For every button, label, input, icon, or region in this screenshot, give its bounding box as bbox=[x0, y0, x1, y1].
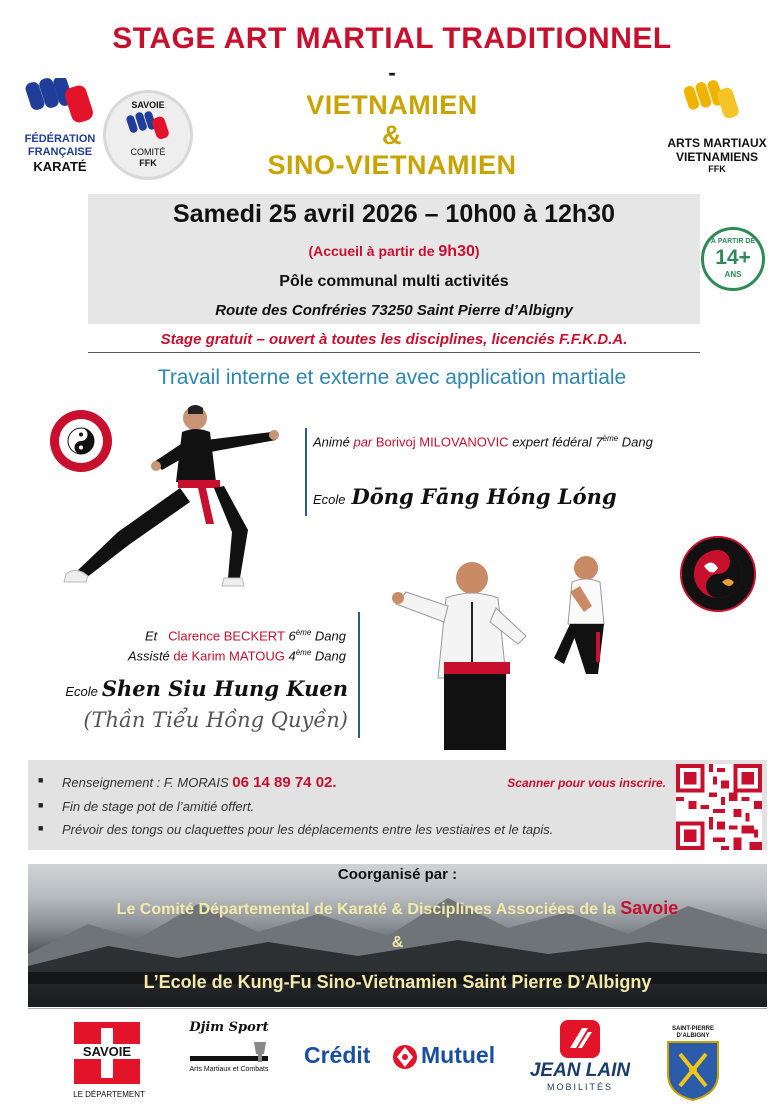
coorganise-amp: & bbox=[391, 934, 404, 951]
bottom-divider bbox=[28, 1008, 767, 1009]
savoie-comite-logo bbox=[103, 90, 193, 180]
instructor2-school-vn: (Thần Tiểu Hồng Quyền) bbox=[83, 708, 348, 732]
age-badge-bot: ANS bbox=[724, 270, 742, 279]
instructor2-sup1: ème bbox=[295, 628, 312, 637]
qr-code-icon[interactable] bbox=[676, 764, 762, 850]
sponsor-saint-pierre-name: SAINT-PIERRE D’ALBIGNY bbox=[671, 1026, 714, 1039]
master1-photo bbox=[58, 402, 290, 590]
instructor2-line2 bbox=[128, 644, 346, 664]
instructor1-school: Dōng Fāng Hóng Lóng bbox=[351, 484, 617, 509]
info-item bbox=[38, 774, 553, 791]
instructor1-line bbox=[313, 434, 653, 449]
accueil-pre: (Accueil à partir de bbox=[308, 243, 439, 259]
info-item-text: Prévoir des tongs ou claquettes pour les déplacements entre les vestiaires et le tapis. bbox=[62, 822, 554, 837]
venue-name: Pôle communal multi activités bbox=[279, 273, 509, 290]
savoie-comite-bot: FFK bbox=[139, 158, 157, 168]
coorganise-line1-text: Le Comité Départemental de Karaté & Disciplines Associées de la bbox=[116, 901, 621, 918]
age-badge-num: 14+ bbox=[715, 246, 751, 269]
sponsor-djim-name: Djim Sport bbox=[189, 1020, 269, 1035]
instructor1-sup: ème bbox=[602, 434, 619, 443]
accueil-text bbox=[88, 243, 700, 261]
info-panel bbox=[28, 760, 767, 850]
instructor2-ecole bbox=[65, 676, 348, 701]
ffk-l2: FRANÇAISE bbox=[27, 146, 93, 158]
instructor2-de: de Karim MATOUG bbox=[173, 648, 285, 664]
instructor2-dang1: Dang bbox=[311, 628, 346, 644]
trophy-icon bbox=[180, 1040, 278, 1080]
page-title: STAGE ART MARTIAL TRADITIONNEL bbox=[112, 22, 672, 55]
sponsor-jean-lain-name: JEAN LAIN bbox=[529, 1060, 631, 1081]
subtitle-ampersand: & bbox=[382, 120, 402, 150]
instructor1-dang: Dang bbox=[618, 434, 653, 450]
instructor1-ecole bbox=[313, 484, 617, 509]
phone-number[interactable]: 06 14 89 74 02. bbox=[232, 774, 337, 791]
travail-subtitle: Travail interne et externe avec application martiale bbox=[157, 366, 627, 389]
instructor2-ecole-label: Ecole bbox=[65, 684, 98, 699]
sponsor-savoie-name: SAVOIE bbox=[74, 1044, 140, 1059]
instructor1-par: par bbox=[353, 434, 373, 450]
sponsor-savoie bbox=[54, 1020, 164, 1104]
coorganise-line2: L’Ecole de Kung-Fu Sino-Vietnamien Saint Pierre D’Albigny bbox=[143, 972, 652, 992]
accueil-time: 9h30 bbox=[438, 243, 475, 260]
sponsor-saint-pierre bbox=[664, 1026, 722, 1102]
coorganisation-banner bbox=[28, 864, 767, 1007]
info-item-text: Renseignement : F. MORAIS bbox=[62, 775, 233, 790]
subtitle-sino: SINO-VIETNAMIEN bbox=[267, 150, 517, 180]
instructor1-role: expert fédéral 7 bbox=[512, 434, 603, 450]
shen-siu-badge bbox=[680, 536, 756, 612]
ffk-l1: FÉDÉRATION bbox=[24, 133, 96, 145]
coorganise-savoie: Savoie bbox=[620, 898, 679, 918]
info-list bbox=[38, 774, 553, 845]
accueil-post: ) bbox=[474, 243, 480, 259]
gratuit-text: Stage gratuit – ouvert à toutes les disciplines, licenciés F.F.K.D.A. bbox=[160, 331, 628, 348]
scan-text: Scanner pour vous inscrire. bbox=[507, 776, 666, 790]
info-item bbox=[38, 799, 553, 814]
instructor2-school: Shen Siu Hung Kuen bbox=[101, 676, 348, 701]
amv-l1: ARTS MARTIAUX bbox=[667, 136, 767, 150]
instructor2-dang2: Dang bbox=[311, 648, 346, 664]
instructor1-ecole-label: Ecole bbox=[313, 492, 346, 507]
instructor2-assist: Assisté bbox=[127, 648, 174, 664]
sponsor-credit-mutuel bbox=[304, 1036, 508, 1084]
savoie-comite-mid: COMITÉ bbox=[130, 147, 166, 157]
event-date: Samedi 25 avril 2026 – 10h00 à 12h30 bbox=[173, 200, 615, 228]
ffk-fist-icon bbox=[20, 78, 100, 128]
instructor2-rank2: 4 bbox=[284, 648, 296, 664]
instructor2-sup2: ème bbox=[295, 648, 312, 658]
instructor2-line1 bbox=[128, 624, 346, 644]
subtitle-vietnamien: VIETNAMIEN bbox=[306, 90, 478, 120]
instructor1-pre: Animé bbox=[313, 434, 354, 450]
instructor2-lines bbox=[128, 624, 346, 665]
coorganise-title: Coorganisé par : bbox=[337, 866, 458, 883]
savoie-comite-top: SAVOIE bbox=[131, 100, 165, 110]
tiger-crane-icon bbox=[690, 546, 746, 602]
age-badge bbox=[701, 227, 765, 291]
ffk-l3: KARATÉ bbox=[33, 159, 87, 174]
savoie-fist-icon bbox=[126, 111, 170, 145]
title-dash: - bbox=[388, 60, 396, 85]
amv-fist-icon bbox=[680, 80, 740, 130]
masters2-photo bbox=[386, 552, 636, 752]
sponsor-credit: Crédit bbox=[304, 1042, 371, 1068]
info-item bbox=[38, 822, 553, 837]
sponsor-savoie-sub: LE DÉPARTEMENT bbox=[73, 1090, 145, 1099]
instructor2-bar bbox=[358, 612, 360, 738]
instructor1-name: Borivoj MILOVANOVIC bbox=[375, 434, 509, 450]
sponsor-djim-sub: Arts Martiaux et Combats bbox=[189, 1066, 269, 1073]
info-item-text: Fin de stage pot de l’amitié offert. bbox=[62, 799, 255, 814]
sponsor-djim bbox=[176, 1020, 282, 1100]
credit-mutuel-icon bbox=[392, 1044, 418, 1070]
amv-l2: VIETNAMIENS bbox=[675, 150, 758, 164]
saint-pierre-shield-icon bbox=[666, 1040, 720, 1102]
amv-logo bbox=[660, 80, 774, 180]
instructor1-bar bbox=[305, 428, 307, 516]
sponsor-jean-lain-sub: MOBILITÉS bbox=[546, 1082, 613, 1092]
age-badge-top: À PARTIR DE bbox=[710, 238, 756, 245]
venue-address: Route des Confréries 73250 Saint Pierre d’Albigny bbox=[215, 302, 573, 319]
ffk-logo bbox=[20, 78, 100, 182]
divider bbox=[88, 352, 700, 353]
instructor2-et: Et bbox=[144, 628, 158, 644]
coorganise-line1 bbox=[28, 898, 767, 919]
sponsor-jean-lain bbox=[518, 1020, 642, 1100]
sponsor-mutuel: Mutuel bbox=[421, 1042, 496, 1068]
instructor2-name1: Clarence BECKERT bbox=[168, 628, 285, 644]
instructor2-rank1: 6 bbox=[284, 628, 296, 644]
jean-lain-icon bbox=[560, 1020, 600, 1058]
amv-l3: FFK bbox=[708, 164, 726, 174]
